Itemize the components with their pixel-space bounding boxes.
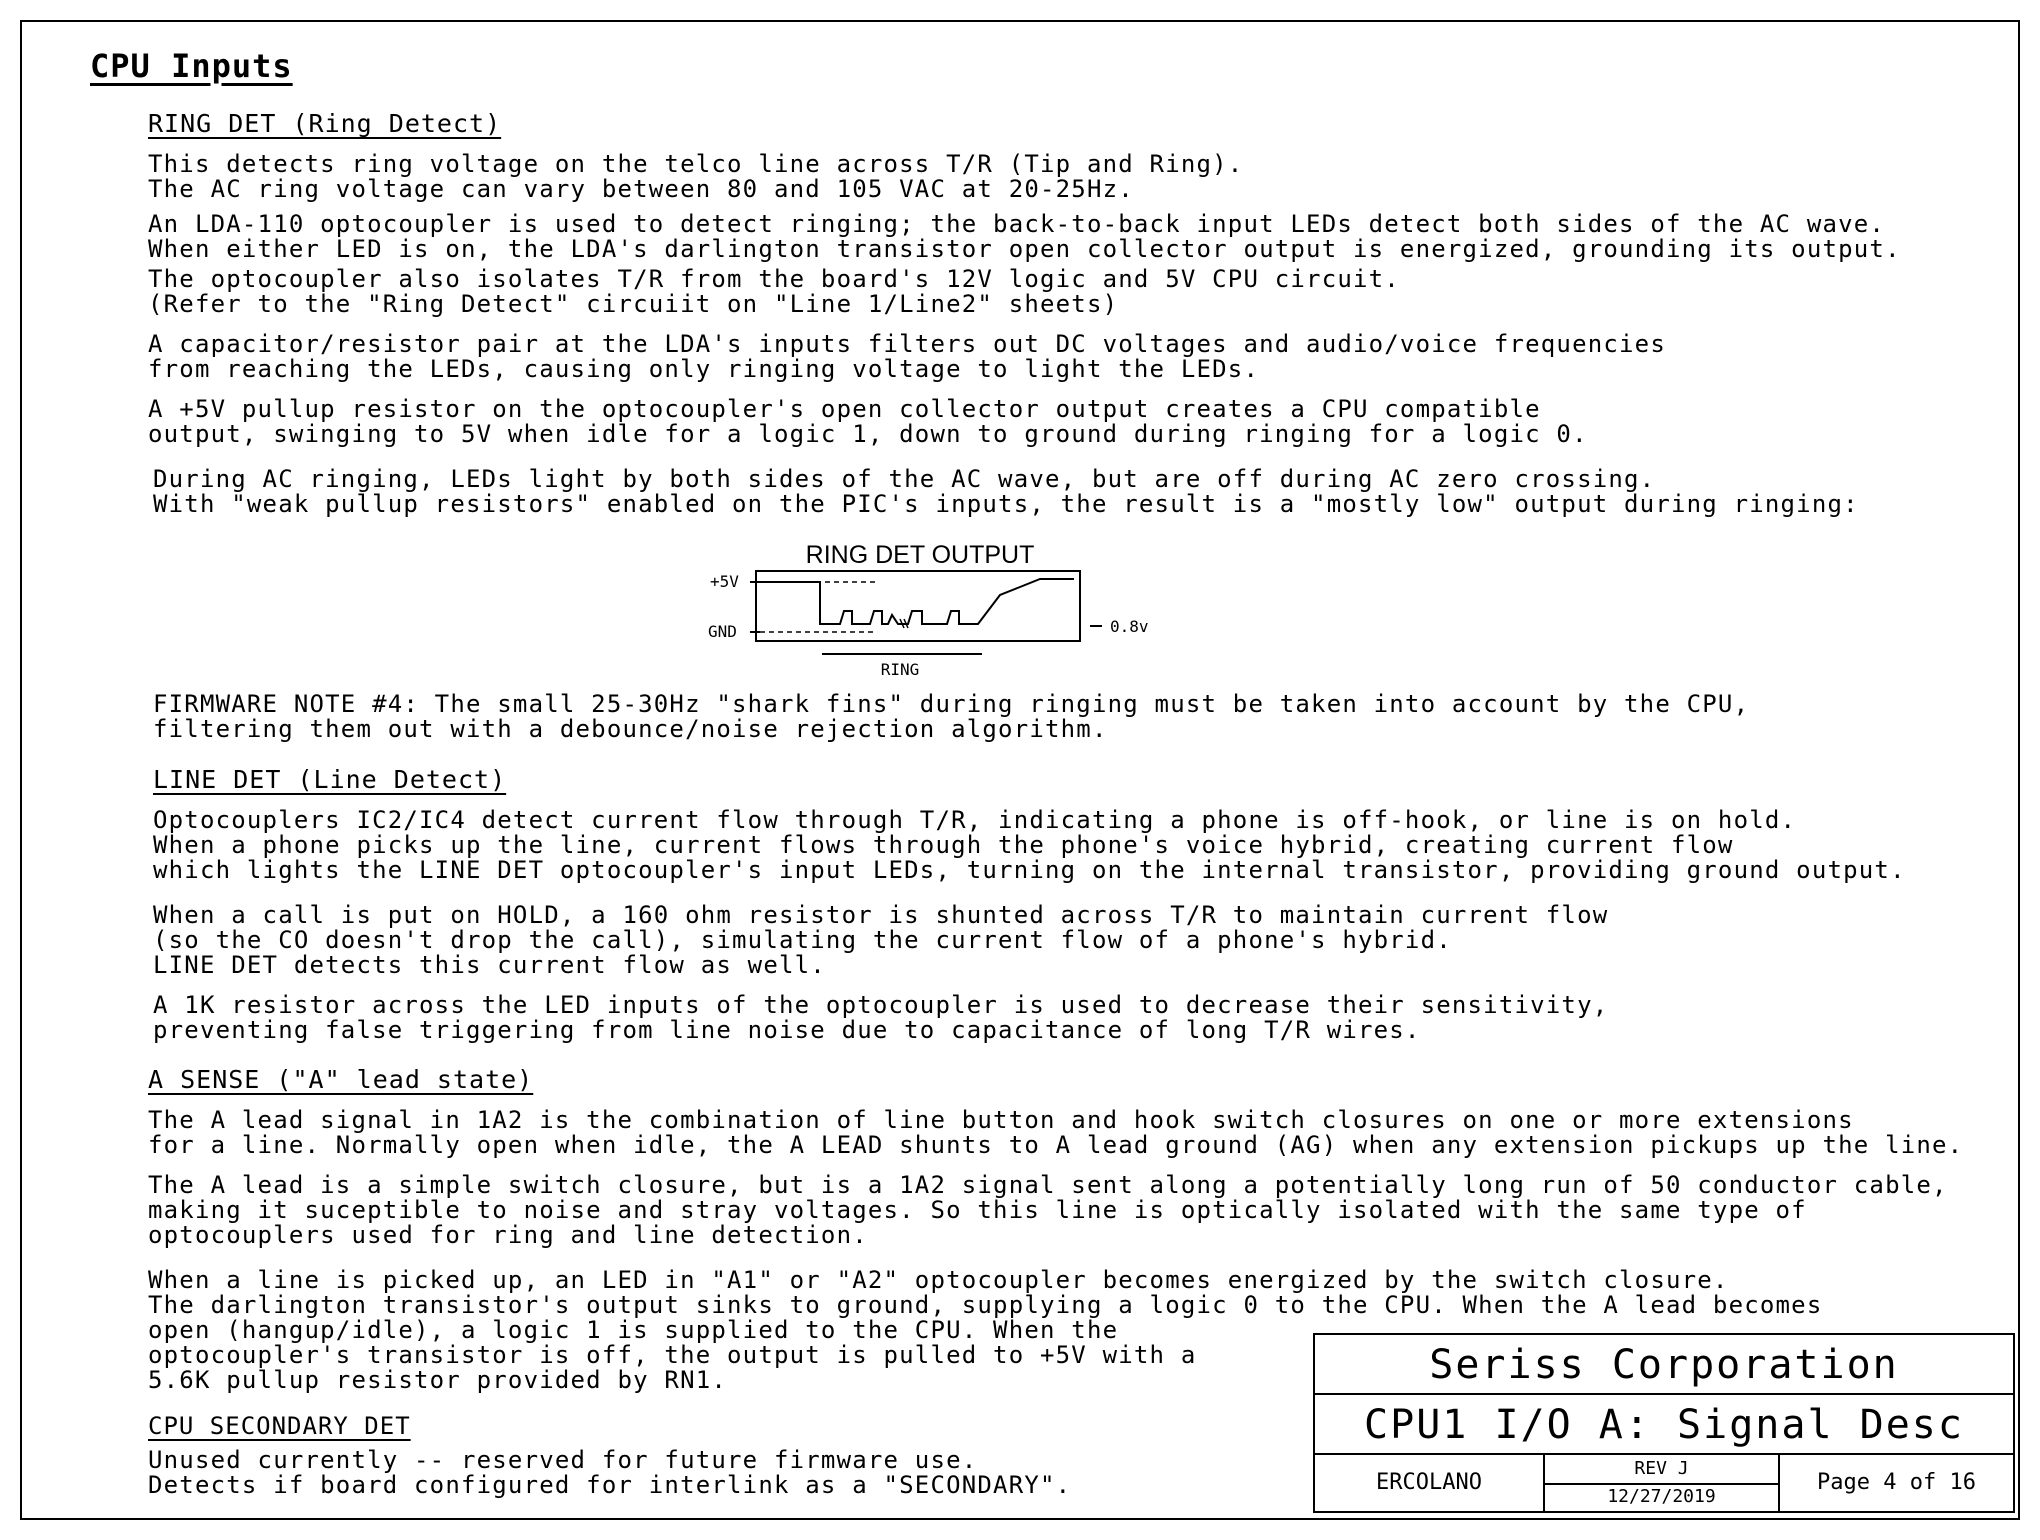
cpu-secondary-line2: Detects if board configured for interlink as a "SECONDARY". xyxy=(148,1471,1072,1499)
ring-det-p1-line2: The AC ring voltage can vary between 80 and 105 VAC at 20-25Hz. xyxy=(148,175,1134,203)
line-det-p1-line2: When a phone picks up the line, current flows through the phone's voice hybrid, creating current flow xyxy=(153,831,1734,859)
title-block-bottom-row xyxy=(1315,1455,2013,1511)
label-gnd: GND xyxy=(708,622,737,641)
ring-det-p3-line2: (Refer to the "Ring Detect" circuiit on "Line 1/Line2" sheets) xyxy=(148,290,1119,318)
line-det-p1-line1: Optocouplers IC2/IC4 detect current flow through T/R, indicating a phone is off-hook, or line is on hold. xyxy=(153,806,1797,834)
line-det-p3-line1: A 1K resistor across the LED inputs of the optocoupler is used to decrease their sensitivity, xyxy=(153,991,1609,1019)
label-threshold: 0.8v xyxy=(1110,617,1149,636)
cpu-secondary-heading: CPU SECONDARY DET xyxy=(148,1412,411,1440)
ring-output-waveform xyxy=(760,579,1074,624)
a-sense-heading: A SENSE ("A" lead state) xyxy=(148,1065,534,1094)
label-ring: RING xyxy=(880,660,920,679)
line-det-p3-line2: preventing false triggering from line noise due to capacitance of long T/R wires. xyxy=(153,1016,1421,1044)
a-sense-p3-line4: optocoupler's transistor is off, the output is pulled to +5V with a xyxy=(148,1341,1197,1369)
page-title: CPU Inputs xyxy=(90,47,293,85)
firmware-note-line2: filtering them out with a debounce/noise rejection algorithm. xyxy=(153,715,1108,743)
ring-det-p1-line1: This detects ring voltage on the telco line across T/R (Tip and Ring). xyxy=(148,150,1244,178)
a-sense-p1-line2: for a line. Normally open when idle, the A LEAD shunts to A lead ground (AG) when any extension pickups up the line. xyxy=(148,1131,1964,1159)
title-block-author: ERCOLANO xyxy=(1315,1455,1545,1511)
title-block-rev: REV J xyxy=(1545,1455,1778,1485)
ring-det-p5-line2: output, swinging to 5V when idle for a logic 1, down to ground during ringing for a logic 0. xyxy=(148,420,1588,448)
title-block-page: Page 4 of 16 xyxy=(1817,1470,1976,1495)
ring-det-p6-line1: During AC ringing, LEDs light by both sides of the AC wave, but are off during AC zero crossing. xyxy=(153,465,1656,493)
line-det-p2-line1: When a call is put on HOLD, a 160 ohm resistor is shunted across T/R to maintain current flow xyxy=(153,901,1609,929)
title-block-date: 12/27/2019 xyxy=(1607,1486,1716,1507)
line-det-p2-line3: LINE DET detects this current flow as well. xyxy=(153,951,826,979)
line-det-p2-line2: (so the CO doesn't drop the call), simulating the current flow of a phone's hybrid. xyxy=(153,926,1452,954)
title-block-company: Seriss Corporation xyxy=(1315,1335,2013,1395)
ring-det-p5-line1: A +5V pullup resistor on the optocoupler's open collector output creates a CPU compatible xyxy=(148,395,1541,423)
a-sense-p3-line5: 5.6K pullup resistor provided by RN1. xyxy=(148,1366,728,1394)
a-sense-p2-line2: making it suceptible to noise and stray voltages. So this line is optically isolated with the same type of xyxy=(148,1196,1807,1224)
a-sense-p2-line3: optocouplers used for ring and line detection. xyxy=(148,1221,868,1249)
ring-det-p4-line2: from reaching the LEDs, causing only ringing voltage to light the LEDs. xyxy=(148,355,1260,383)
ring-det-p2-line2: When either LED is on, the LDA's darlington transistor open collector output is energized, grounding its output. xyxy=(148,235,1901,263)
title-block-rev-cell xyxy=(1545,1455,1780,1511)
ring-det-p6-line2: With "weak pullup resistors" enabled on the PIC's inputs, the result is a "mostly low" output during ringing: xyxy=(153,490,1859,518)
title-block xyxy=(1313,1333,2015,1513)
line-det-p1-line3: which lights the LINE DET optocoupler's input LEDs, turning on the internal transistor, providing ground output. xyxy=(153,856,1906,884)
a-sense-p1-line1: The A lead signal in 1A2 is the combination of line button and hook switch closures on one or more extensions xyxy=(148,1106,1854,1134)
a-sense-p3-line1: When a line is picked up, an LED in "A1" or "A2" optocoupler becomes energized by the switch closure. xyxy=(148,1266,1729,1294)
ring-det-heading: RING DET (Ring Detect) xyxy=(148,109,502,138)
ring-det-p4-line1: A capacitor/resistor pair at the LDA's inputs filters out DC voltages and audio/voice frequencies xyxy=(148,330,1666,358)
title-block-title: CPU1 I/O A: Signal Desc xyxy=(1315,1395,2013,1455)
a-sense-p3-line2: The darlington transistor's output sinks to ground, supplying a logic 0 to the CPU. When the A lead becomes xyxy=(148,1291,1823,1319)
ring-det-p2-line1: An LDA-110 optocoupler is used to detect ringing; the back-to-back input LEDs detect both sides of the AC wave. xyxy=(148,210,1886,238)
label-5v: +5V xyxy=(710,572,739,591)
a-sense-p3-line3: open (hangup/idle), a logic 1 is supplied to the CPU. When the xyxy=(148,1316,1119,1344)
firmware-note-line1: FIRMWARE NOTE #4: The small 25-30Hz "shark fins" during ringing must be taken into account by the CPU, xyxy=(153,690,1750,718)
diagram-title: RING DET OUTPUT xyxy=(805,541,1035,569)
cpu-secondary-line1: Unused currently -- reserved for future firmware use. xyxy=(148,1446,978,1474)
line-det-heading: LINE DET (Line Detect) xyxy=(153,765,507,794)
a-sense-p2-line1: The A lead is a simple switch closure, but is a 1A2 signal sent along a potentially long run of 50 conductor cable, xyxy=(148,1171,1948,1199)
ring-det-p3-line1: The optocoupler also isolates T/R from the board's 12V logic and 5V CPU circuit. xyxy=(148,265,1400,293)
ring-det-output-diagram xyxy=(700,535,1180,680)
